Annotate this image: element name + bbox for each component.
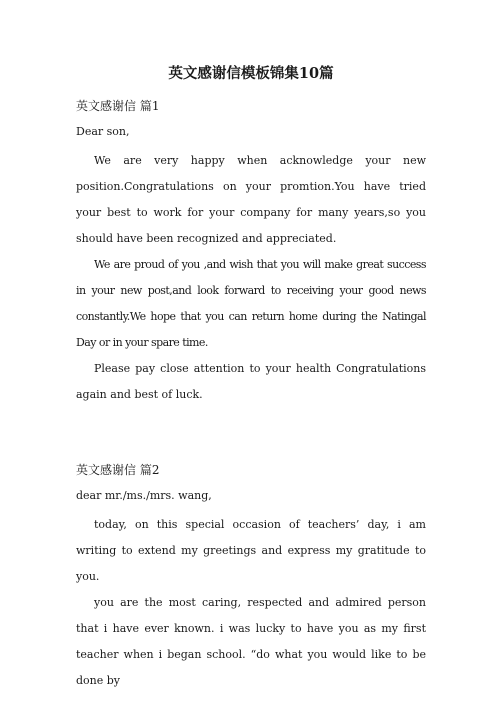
letter-salutation: dear mr./ms./mrs. wang, — [76, 489, 212, 502]
section-gap — [76, 408, 426, 460]
letter-paragraph: Please pay close attention to your health Congratulations again and best of luck. — [76, 362, 426, 401]
document-title: 英文感谢信模板锦集10篇 — [168, 65, 334, 82]
letter-heading: 英文感谢信 篇2 — [76, 463, 160, 477]
letter-2 — [76, 460, 426, 694]
letter-heading: 英文感谢信 篇1 — [76, 99, 160, 113]
letter-paragraph: We are proud of you ,and wish that you will make great success in your new post,and look forward to receiving your good news constantly.We hope that you can return home during the Natingal Day or in your spare time. — [76, 258, 426, 349]
letter-paragraph: you are the most caring, respected and admired person that i have ever known. i was lucky to have you as my first teacher when i began school. “do what you would like to be done by — [76, 596, 426, 687]
letter-paragraph: We are very happy when acknowledge your new position.Congratulations on your promtion.You have tried your best to work for your company for many years,so you should have been recognized and appreciated. — [76, 154, 426, 245]
letter-salutation: Dear son, — [76, 125, 130, 138]
letter-paragraph: today, on this special occasion of teachers’ day, i am writing to extend my greetings and express my gratitude to you. — [76, 518, 426, 583]
letter-1 — [76, 96, 426, 408]
